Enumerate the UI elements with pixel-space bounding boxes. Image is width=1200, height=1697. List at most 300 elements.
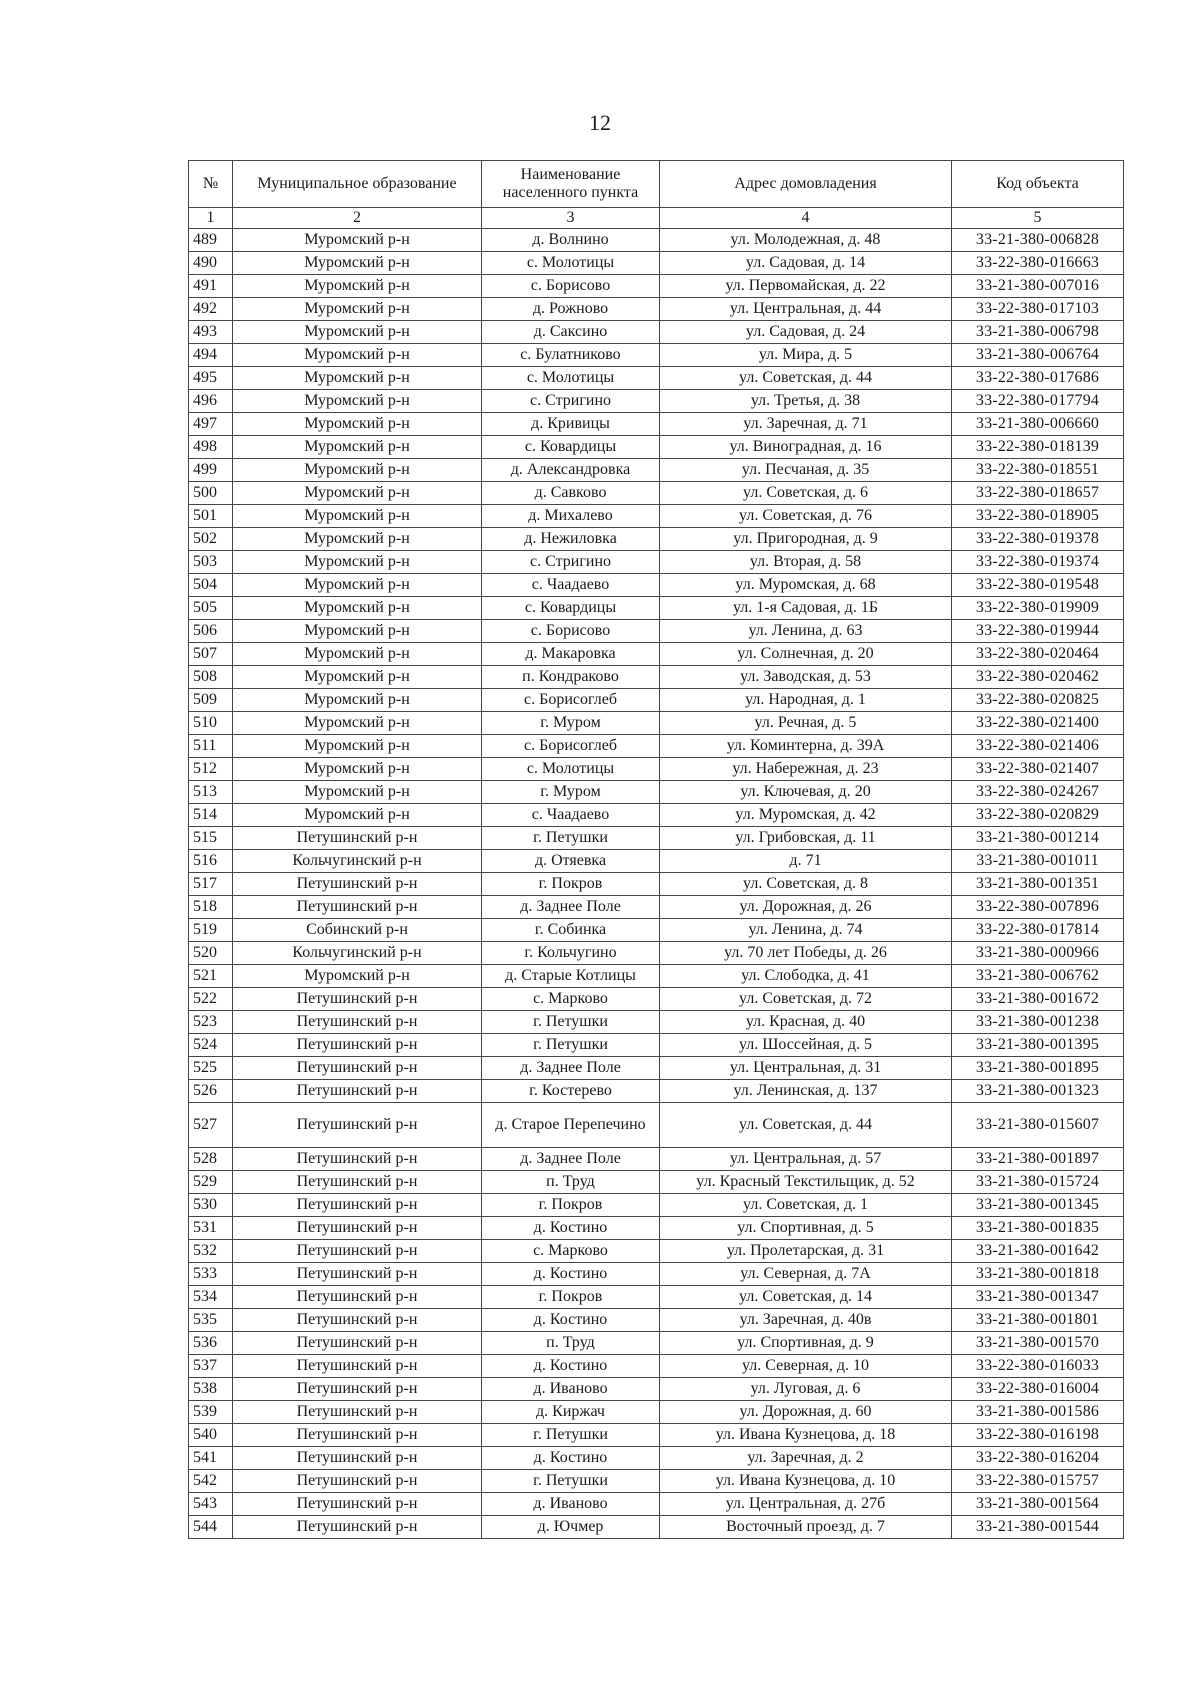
column-number: 4	[660, 208, 952, 229]
address-cell: ул. Спортивная, д. 5	[660, 1217, 952, 1240]
municipality-cell: Петушинский р-н	[233, 1286, 482, 1309]
object-code-cell: 33-21-380-001586	[952, 1401, 1124, 1424]
row-number-cell: 494	[189, 344, 233, 367]
row-number-cell: 501	[189, 505, 233, 528]
settlement-cell: г. Кольчугино	[482, 942, 660, 965]
address-cell: ул. Советская, д. 6	[660, 482, 952, 505]
table-row	[189, 298, 1124, 321]
table-row	[189, 988, 1124, 1011]
municipality-cell: Петушинский р-н	[233, 1378, 482, 1401]
object-code-cell: 33-21-380-001672	[952, 988, 1124, 1011]
settlement-cell: д. Заднее Поле	[482, 896, 660, 919]
address-cell: ул. Пригородная, д. 9	[660, 528, 952, 551]
row-number-cell: 521	[189, 965, 233, 988]
object-code-cell: 33-21-380-006660	[952, 413, 1124, 436]
object-code-cell: 33-21-380-006762	[952, 965, 1124, 988]
address-cell: ул. Ленина, д. 63	[660, 620, 952, 643]
settlement-cell: с. Чаадаево	[482, 574, 660, 597]
address-cell: ул. Центральная, д. 31	[660, 1057, 952, 1080]
municipality-cell: Петушинский р-н	[233, 1240, 482, 1263]
municipality-cell: Петушинский р-н	[233, 1424, 482, 1447]
address-cell: ул. Мира, д. 5	[660, 344, 952, 367]
address-cell: ул. Третья, д. 38	[660, 390, 952, 413]
object-code-cell: 33-22-380-021406	[952, 735, 1124, 758]
address-cell: ул. Ленина, д. 74	[660, 919, 952, 942]
address-cell: ул. Ключевая, д. 20	[660, 781, 952, 804]
object-code-cell: 33-22-380-016033	[952, 1355, 1124, 1378]
address-cell: ул. Советская, д. 1	[660, 1194, 952, 1217]
settlement-cell: с. Борисово	[482, 620, 660, 643]
object-code-cell: 33-22-380-018905	[952, 505, 1124, 528]
municipality-cell: Петушинский р-н	[233, 1516, 482, 1539]
table-row	[189, 1034, 1124, 1057]
page-number: 12	[589, 110, 611, 135]
row-number-cell: 491	[189, 275, 233, 298]
object-code-cell: 33-22-380-020829	[952, 804, 1124, 827]
table-row	[189, 344, 1124, 367]
settlement-cell: д. Отяевка	[482, 850, 660, 873]
address-cell: ул. Пролетарская, д. 31	[660, 1240, 952, 1263]
object-code-cell: 33-22-380-015757	[952, 1470, 1124, 1493]
municipality-cell: Муромский р-н	[233, 482, 482, 505]
table-row	[189, 275, 1124, 298]
settlement-cell: с. Чаадаево	[482, 804, 660, 827]
object-code-cell: 33-21-380-001395	[952, 1034, 1124, 1057]
row-number-cell: 523	[189, 1011, 233, 1034]
municipality-cell: Петушинский р-н	[233, 1217, 482, 1240]
column-number-row	[189, 208, 1124, 229]
table-row	[189, 482, 1124, 505]
address-cell: ул. Солнечная, д. 20	[660, 643, 952, 666]
address-cell: ул. Садовая, д. 14	[660, 252, 952, 275]
table-row	[189, 804, 1124, 827]
address-cell: ул. Заречная, д. 2	[660, 1447, 952, 1470]
municipality-cell: Муромский р-н	[233, 459, 482, 482]
address-cell: ул. Коминтерна, д. 39А	[660, 735, 952, 758]
header-number: №	[189, 161, 233, 208]
settlement-cell: д. Костино	[482, 1263, 660, 1286]
header-municipality: Муниципальное образование	[233, 161, 482, 208]
table-row	[189, 229, 1124, 252]
object-code-cell: 33-22-380-018551	[952, 459, 1124, 482]
address-cell: ул. Дорожная, д. 26	[660, 896, 952, 919]
municipality-cell: Муромский р-н	[233, 229, 482, 252]
row-number-cell: 496	[189, 390, 233, 413]
table-row	[189, 666, 1124, 689]
municipality-cell: Муромский р-н	[233, 321, 482, 344]
municipality-cell: Муромский р-н	[233, 689, 482, 712]
settlement-cell: д. Костино	[482, 1309, 660, 1332]
table-row	[189, 873, 1124, 896]
address-cell: ул. Центральная, д. 44	[660, 298, 952, 321]
address-cell: ул. Муромская, д. 42	[660, 804, 952, 827]
table-row	[189, 1493, 1124, 1516]
settlement-cell: д. Старое Перепечино	[482, 1103, 660, 1148]
municipality-cell: Петушинский р-н	[233, 1332, 482, 1355]
table-row	[189, 390, 1124, 413]
table-row	[189, 965, 1124, 988]
table-row	[189, 896, 1124, 919]
address-cell: ул. Спортивная, д. 9	[660, 1332, 952, 1355]
settlement-cell: д. Костино	[482, 1355, 660, 1378]
settlement-cell: г. Петушки	[482, 1470, 660, 1493]
row-number-cell: 499	[189, 459, 233, 482]
address-cell: ул. Советская, д. 14	[660, 1286, 952, 1309]
table-row	[189, 574, 1124, 597]
municipality-cell: Муромский р-н	[233, 597, 482, 620]
object-code-cell: 33-21-380-001895	[952, 1057, 1124, 1080]
object-code-cell: 33-22-380-019374	[952, 551, 1124, 574]
object-code-cell: 33-22-380-017794	[952, 390, 1124, 413]
municipality-cell: Петушинский р-н	[233, 1447, 482, 1470]
municipality-cell: Муромский р-н	[233, 574, 482, 597]
settlement-cell: д. Александровка	[482, 459, 660, 482]
settlement-cell: с. Борисоглеб	[482, 689, 660, 712]
municipality-cell: Петушинский р-н	[233, 1309, 482, 1332]
row-number-cell: 505	[189, 597, 233, 620]
table-row	[189, 758, 1124, 781]
object-code-cell: 33-21-380-001642	[952, 1240, 1124, 1263]
object-code-cell: 33-21-380-006764	[952, 344, 1124, 367]
row-number-cell: 507	[189, 643, 233, 666]
row-number-cell: 492	[189, 298, 233, 321]
municipality-cell: Петушинский р-н	[233, 1057, 482, 1080]
municipality-cell: Муромский р-н	[233, 758, 482, 781]
municipality-cell: Петушинский р-н	[233, 1401, 482, 1424]
municipality-cell: Петушинский р-н	[233, 1470, 482, 1493]
table-row	[189, 436, 1124, 459]
address-cell: ул. Песчаная, д. 35	[660, 459, 952, 482]
settlement-cell: д. Кривицы	[482, 413, 660, 436]
table-row	[189, 367, 1124, 390]
municipality-cell: Петушинский р-н	[233, 1355, 482, 1378]
table-row	[189, 1332, 1124, 1355]
settlement-cell: д. Макаровка	[482, 643, 660, 666]
row-number-cell: 519	[189, 919, 233, 942]
table-row	[189, 597, 1124, 620]
settlement-cell: д. Костино	[482, 1447, 660, 1470]
municipality-cell: Муромский р-н	[233, 551, 482, 574]
table-row	[189, 252, 1124, 275]
settlement-cell: г. Костерево	[482, 1080, 660, 1103]
row-number-cell: 538	[189, 1378, 233, 1401]
settlement-cell: д. Костино	[482, 1217, 660, 1240]
table-row	[189, 942, 1124, 965]
table-row	[189, 1355, 1124, 1378]
object-code-cell: 33-22-380-021407	[952, 758, 1124, 781]
row-number-cell: 524	[189, 1034, 233, 1057]
settlement-cell: п. Кондраково	[482, 666, 660, 689]
municipality-cell: Петушинский р-н	[233, 1194, 482, 1217]
table-row	[189, 1424, 1124, 1447]
table-row	[189, 1309, 1124, 1332]
address-cell: ул. Центральная, д. 27б	[660, 1493, 952, 1516]
table-row	[189, 1011, 1124, 1034]
table-row	[189, 1080, 1124, 1103]
address-cell: ул. Северная, д. 10	[660, 1355, 952, 1378]
municipality-cell: Петушинский р-н	[233, 1011, 482, 1034]
address-cell: ул. 1-я Садовая, д. 1Б	[660, 597, 952, 620]
municipality-cell: Муромский р-н	[233, 781, 482, 804]
object-code-cell: 33-22-380-024267	[952, 781, 1124, 804]
table-row	[189, 1378, 1124, 1401]
registry-table	[188, 160, 1124, 1539]
object-code-cell: 33-21-380-006798	[952, 321, 1124, 344]
object-code-cell: 33-21-380-015607	[952, 1103, 1124, 1148]
address-cell: ул. Дорожная, д. 60	[660, 1401, 952, 1424]
row-number-cell: 531	[189, 1217, 233, 1240]
object-code-cell: 33-22-380-019378	[952, 528, 1124, 551]
row-number-cell: 498	[189, 436, 233, 459]
table-row	[189, 1240, 1124, 1263]
settlement-cell: г. Петушки	[482, 827, 660, 850]
settlement-cell: г. Покров	[482, 873, 660, 896]
municipality-cell: Муромский р-н	[233, 712, 482, 735]
municipality-cell: Муромский р-н	[233, 620, 482, 643]
settlement-cell: д. Савково	[482, 482, 660, 505]
settlement-cell: с. Марково	[482, 1240, 660, 1263]
row-number-cell: 539	[189, 1401, 233, 1424]
table-row	[189, 1148, 1124, 1171]
address-cell: ул. Заводская, д. 53	[660, 666, 952, 689]
row-number-cell: 508	[189, 666, 233, 689]
object-code-cell: 33-22-380-017814	[952, 919, 1124, 942]
object-code-cell: 33-21-380-001238	[952, 1011, 1124, 1034]
settlement-cell: д. Ючмер	[482, 1516, 660, 1539]
address-cell: ул. Заречная, д. 40в	[660, 1309, 952, 1332]
object-code-cell: 33-21-380-001323	[952, 1080, 1124, 1103]
settlement-cell: с. Молотицы	[482, 252, 660, 275]
object-code-cell: 33-22-380-020464	[952, 643, 1124, 666]
object-code-cell: 33-22-380-016004	[952, 1378, 1124, 1401]
object-code-cell: 33-21-380-001351	[952, 873, 1124, 896]
object-code-cell: 33-22-380-020825	[952, 689, 1124, 712]
municipality-cell: Муромский р-н	[233, 367, 482, 390]
row-number-cell: 497	[189, 413, 233, 436]
municipality-cell: Муромский р-н	[233, 344, 482, 367]
table-row	[189, 1516, 1124, 1539]
address-cell: ул. Северная, д. 7А	[660, 1263, 952, 1286]
municipality-cell: Петушинский р-н	[233, 896, 482, 919]
object-code-cell: 33-22-380-019548	[952, 574, 1124, 597]
row-number-cell: 489	[189, 229, 233, 252]
address-cell: ул. Луговая, д. 6	[660, 1378, 952, 1401]
municipality-cell: Муромский р-н	[233, 436, 482, 459]
header-row	[189, 161, 1124, 208]
address-cell: ул. Ивана Кузнецова, д. 18	[660, 1424, 952, 1447]
row-number-cell: 543	[189, 1493, 233, 1516]
object-code-cell: 33-22-380-019944	[952, 620, 1124, 643]
table-row	[189, 1470, 1124, 1493]
settlement-cell: с. Молотицы	[482, 758, 660, 781]
settlement-cell: г. Петушки	[482, 1011, 660, 1034]
object-code-cell: 33-22-380-021400	[952, 712, 1124, 735]
table-row	[189, 413, 1124, 436]
row-number-cell: 517	[189, 873, 233, 896]
object-code-cell: 33-22-380-017686	[952, 367, 1124, 390]
row-number-cell: 500	[189, 482, 233, 505]
object-code-cell: 33-22-380-017103	[952, 298, 1124, 321]
address-cell: ул. Советская, д. 44	[660, 1103, 952, 1148]
municipality-cell: Петушинский р-н	[233, 1103, 482, 1148]
table-row	[189, 459, 1124, 482]
table-row	[189, 1401, 1124, 1424]
municipality-cell: Муромский р-н	[233, 643, 482, 666]
object-code-cell: 33-21-380-000966	[952, 942, 1124, 965]
settlement-cell: д. Нежиловка	[482, 528, 660, 551]
object-code-cell: 33-21-380-001347	[952, 1286, 1124, 1309]
municipality-cell: Муромский р-н	[233, 965, 482, 988]
column-number: 1	[189, 208, 233, 229]
object-code-cell: 33-22-380-007896	[952, 896, 1124, 919]
row-number-cell: 532	[189, 1240, 233, 1263]
row-number-cell: 544	[189, 1516, 233, 1539]
settlement-cell: г. Петушки	[482, 1424, 660, 1447]
row-number-cell: 528	[189, 1148, 233, 1171]
row-number-cell: 511	[189, 735, 233, 758]
address-cell: ул. Заречная, д. 71	[660, 413, 952, 436]
address-cell: ул. Муромская, д. 68	[660, 574, 952, 597]
row-number-cell: 537	[189, 1355, 233, 1378]
address-cell: ул. 70 лет Победы, д. 26	[660, 942, 952, 965]
table-row	[189, 1217, 1124, 1240]
municipality-cell: Муромский р-н	[233, 666, 482, 689]
municipality-cell: Петушинский р-н	[233, 1034, 482, 1057]
settlement-cell: с. Борисово	[482, 275, 660, 298]
settlement-cell: с. Молотицы	[482, 367, 660, 390]
table-row	[189, 735, 1124, 758]
row-number-cell: 535	[189, 1309, 233, 1332]
row-number-cell: 509	[189, 689, 233, 712]
header-address: Адрес домовладения	[660, 161, 952, 208]
address-cell: ул. Советская, д. 44	[660, 367, 952, 390]
settlement-cell: д. Иваново	[482, 1493, 660, 1516]
object-code-cell: 33-21-380-001564	[952, 1493, 1124, 1516]
municipality-cell: Петушинский р-н	[233, 873, 482, 896]
settlement-cell: п. Труд	[482, 1332, 660, 1355]
object-code-cell: 33-21-380-001345	[952, 1194, 1124, 1217]
settlement-cell: д. Рожново	[482, 298, 660, 321]
table-row	[189, 712, 1124, 735]
row-number-cell: 515	[189, 827, 233, 850]
row-number-cell: 506	[189, 620, 233, 643]
settlement-cell: д. Киржач	[482, 1401, 660, 1424]
address-cell: ул. Грибовская, д. 11	[660, 827, 952, 850]
municipality-cell: Муромский р-н	[233, 505, 482, 528]
address-cell: ул. Шоссейная, д. 5	[660, 1034, 952, 1057]
column-number: 2	[233, 208, 482, 229]
row-number-cell: 490	[189, 252, 233, 275]
address-cell: ул. Речная, д. 5	[660, 712, 952, 735]
address-cell: ул. Советская, д. 72	[660, 988, 952, 1011]
municipality-cell: Петушинский р-н	[233, 1171, 482, 1194]
municipality-cell: Кольчугинский р-н	[233, 942, 482, 965]
table-row	[189, 827, 1124, 850]
row-number-cell: 512	[189, 758, 233, 781]
object-code-cell: 33-21-380-001835	[952, 1217, 1124, 1240]
address-cell: ул. Красная, д. 40	[660, 1011, 952, 1034]
municipality-cell: Муромский р-н	[233, 528, 482, 551]
row-number-cell: 526	[189, 1080, 233, 1103]
table-row	[189, 1194, 1124, 1217]
address-cell: ул. Народная, д. 1	[660, 689, 952, 712]
address-cell: ул. Советская, д. 76	[660, 505, 952, 528]
table-row	[189, 620, 1124, 643]
address-cell: ул. Молодежная, д. 48	[660, 229, 952, 252]
settlement-cell: с. Стригино	[482, 551, 660, 574]
address-cell: ул. Ленинская, д. 137	[660, 1080, 952, 1103]
municipality-cell: Муромский р-н	[233, 804, 482, 827]
settlement-cell: д. Волнино	[482, 229, 660, 252]
table-row	[189, 1171, 1124, 1194]
municipality-cell: Петушинский р-н	[233, 1148, 482, 1171]
settlement-cell: с. Борисоглеб	[482, 735, 660, 758]
settlement-cell: п. Труд	[482, 1171, 660, 1194]
municipality-cell: Собинский р-н	[233, 919, 482, 942]
object-code-cell: 33-21-380-001570	[952, 1332, 1124, 1355]
municipality-cell: Петушинский р-н	[233, 988, 482, 1011]
address-cell: ул. Набережная, д. 23	[660, 758, 952, 781]
settlement-cell: г. Собинка	[482, 919, 660, 942]
table-row	[189, 1447, 1124, 1470]
object-code-cell: 33-21-380-001897	[952, 1148, 1124, 1171]
object-code-cell: 33-22-380-016663	[952, 252, 1124, 275]
row-number-cell: 534	[189, 1286, 233, 1309]
row-number-cell: 493	[189, 321, 233, 344]
object-code-cell: 33-22-380-018139	[952, 436, 1124, 459]
row-number-cell: 502	[189, 528, 233, 551]
municipality-cell: Кольчугинский р-н	[233, 850, 482, 873]
table-row	[189, 781, 1124, 804]
table-row	[189, 643, 1124, 666]
address-cell: Восточный проезд, д. 7	[660, 1516, 952, 1539]
address-cell: д. 71	[660, 850, 952, 873]
settlement-cell: г. Покров	[482, 1194, 660, 1217]
settlement-cell: д. Заднее Поле	[482, 1057, 660, 1080]
municipality-cell: Петушинский р-н	[233, 1493, 482, 1516]
municipality-cell: Муромский р-н	[233, 275, 482, 298]
header-settlement: Наименование населенного пункта	[482, 161, 660, 208]
object-code-cell: 33-21-380-007016	[952, 275, 1124, 298]
table-row	[189, 505, 1124, 528]
table-row	[189, 1286, 1124, 1309]
row-number-cell: 527	[189, 1103, 233, 1148]
settlement-cell: д. Саксино	[482, 321, 660, 344]
row-number-cell: 530	[189, 1194, 233, 1217]
object-code-cell: 33-22-380-018657	[952, 482, 1124, 505]
row-number-cell: 522	[189, 988, 233, 1011]
column-number: 5	[952, 208, 1124, 229]
header-object-code: Код объекта	[952, 161, 1124, 208]
municipality-cell: Муромский р-н	[233, 252, 482, 275]
column-number: 3	[482, 208, 660, 229]
municipality-cell: Муромский р-н	[233, 298, 482, 321]
settlement-cell: с. Стригино	[482, 390, 660, 413]
municipality-cell: Петушинский р-н	[233, 1263, 482, 1286]
address-cell: ул. Центральная, д. 57	[660, 1148, 952, 1171]
settlement-cell: д. Старые Котлицы	[482, 965, 660, 988]
settlement-cell: д. Заднее Поле	[482, 1148, 660, 1171]
table-row	[189, 689, 1124, 712]
row-number-cell: 533	[189, 1263, 233, 1286]
settlement-cell: г. Покров	[482, 1286, 660, 1309]
municipality-cell: Петушинский р-н	[233, 1080, 482, 1103]
row-number-cell: 520	[189, 942, 233, 965]
address-cell: ул. Виноградная, д. 16	[660, 436, 952, 459]
address-cell: ул. Первомайская, д. 22	[660, 275, 952, 298]
row-number-cell: 529	[189, 1171, 233, 1194]
row-number-cell: 510	[189, 712, 233, 735]
